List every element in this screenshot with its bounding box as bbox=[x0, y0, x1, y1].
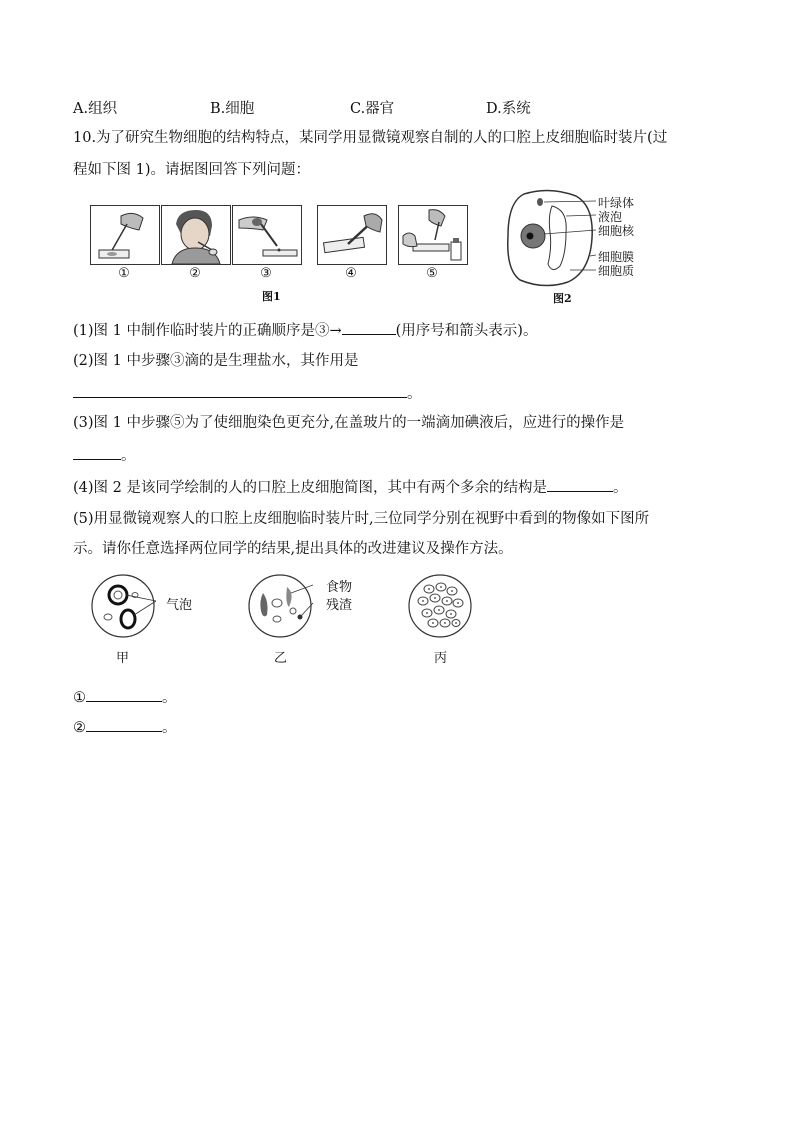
sub-question-5-line2: 示。请你任意选择两位同学的结果,提出具体的改进建议及操作方法。 bbox=[73, 541, 513, 557]
step-2-image bbox=[161, 205, 231, 265]
figure-1-caption: 图1 bbox=[262, 290, 281, 303]
yi-debris-label-1: 食物 bbox=[326, 580, 353, 595]
step-1-image bbox=[90, 205, 160, 265]
figure-2-caption: 图2 bbox=[553, 292, 572, 305]
question-stem-line2: 程如下图 1)。请据图回答下列问题： bbox=[73, 162, 310, 178]
fig2-label-vacuole: 液泡 bbox=[598, 210, 623, 224]
step-3-label: ③ bbox=[260, 266, 272, 281]
option-d: D.系统 bbox=[486, 101, 531, 117]
answer-blank-1[interactable] bbox=[342, 320, 396, 335]
option-b: B.细胞 bbox=[210, 101, 255, 117]
answer-blank-2[interactable] bbox=[73, 383, 407, 398]
answer-blank-4[interactable] bbox=[547, 477, 613, 492]
sub-question-2: (2)图 1 中步骤③滴的是生理盐水，其作用是 bbox=[73, 353, 359, 369]
fig2-label-nucleus: 细胞核 bbox=[598, 224, 635, 238]
fig2-label-chloroplast: 叶绿体 bbox=[598, 196, 635, 210]
question-stem-line1: 10.为了研究生物细胞的结构特点，某同学用显微镜观察自制的人的口腔上皮细胞临时装片(过 bbox=[73, 130, 668, 146]
fig2-label-cytoplasm: 细胞质 bbox=[598, 264, 635, 278]
sub-question-1: (1)图 1 中制作临时装片的正确顺序是③→ (用序号和箭头表示)。 bbox=[73, 320, 537, 341]
sub-question-3: (3)图 1 中步骤⑤为了使细胞染色更充分,在盖玻片的一端滴加碘液后，应进行的操作是 bbox=[73, 415, 625, 431]
step-1-label: ① bbox=[118, 266, 130, 281]
view-bing bbox=[407, 573, 473, 639]
yi-debris-label-2: 残渣 bbox=[326, 598, 353, 613]
step-4-image bbox=[317, 205, 387, 265]
answer-blank-6[interactable] bbox=[86, 717, 162, 732]
step-2-label: ② bbox=[189, 266, 201, 281]
view-jia bbox=[90, 573, 156, 639]
sub-question-4: (4)图 2 是该同学绘制的人的口腔上皮细胞简图，其中有两个多余的结构是 。 bbox=[73, 477, 627, 498]
view-bing-label: 丙 bbox=[434, 651, 448, 666]
step-5-label: ⑤ bbox=[426, 266, 438, 281]
answer-blank-3[interactable] bbox=[73, 445, 121, 460]
view-yi-label: 乙 bbox=[274, 651, 288, 666]
sub-question-3-answer: 。 bbox=[73, 445, 136, 466]
sub-question-5-line1: (5)用显微镜观察人的口腔上皮细胞临时装片时,三位同学分别在视野中看到的物像如下图所 bbox=[73, 511, 650, 527]
step-3-image bbox=[232, 205, 302, 265]
answer-blank-5[interactable] bbox=[86, 687, 162, 702]
jia-bubble-label: 气泡 bbox=[166, 598, 193, 613]
answer-line-1: ① 。 bbox=[73, 687, 177, 708]
fig2-label-membrane: 细胞膜 bbox=[598, 250, 635, 264]
option-c: C.器官 bbox=[350, 101, 395, 117]
option-a: A.组织 bbox=[73, 101, 118, 117]
view-jia-label: 甲 bbox=[116, 651, 130, 666]
view-yi bbox=[247, 573, 313, 639]
step-4-label: ④ bbox=[345, 266, 357, 281]
step-5-image bbox=[398, 205, 468, 265]
answer-line-2: ② 。 bbox=[73, 717, 177, 738]
sub-question-2-answer: 。 bbox=[73, 383, 422, 404]
